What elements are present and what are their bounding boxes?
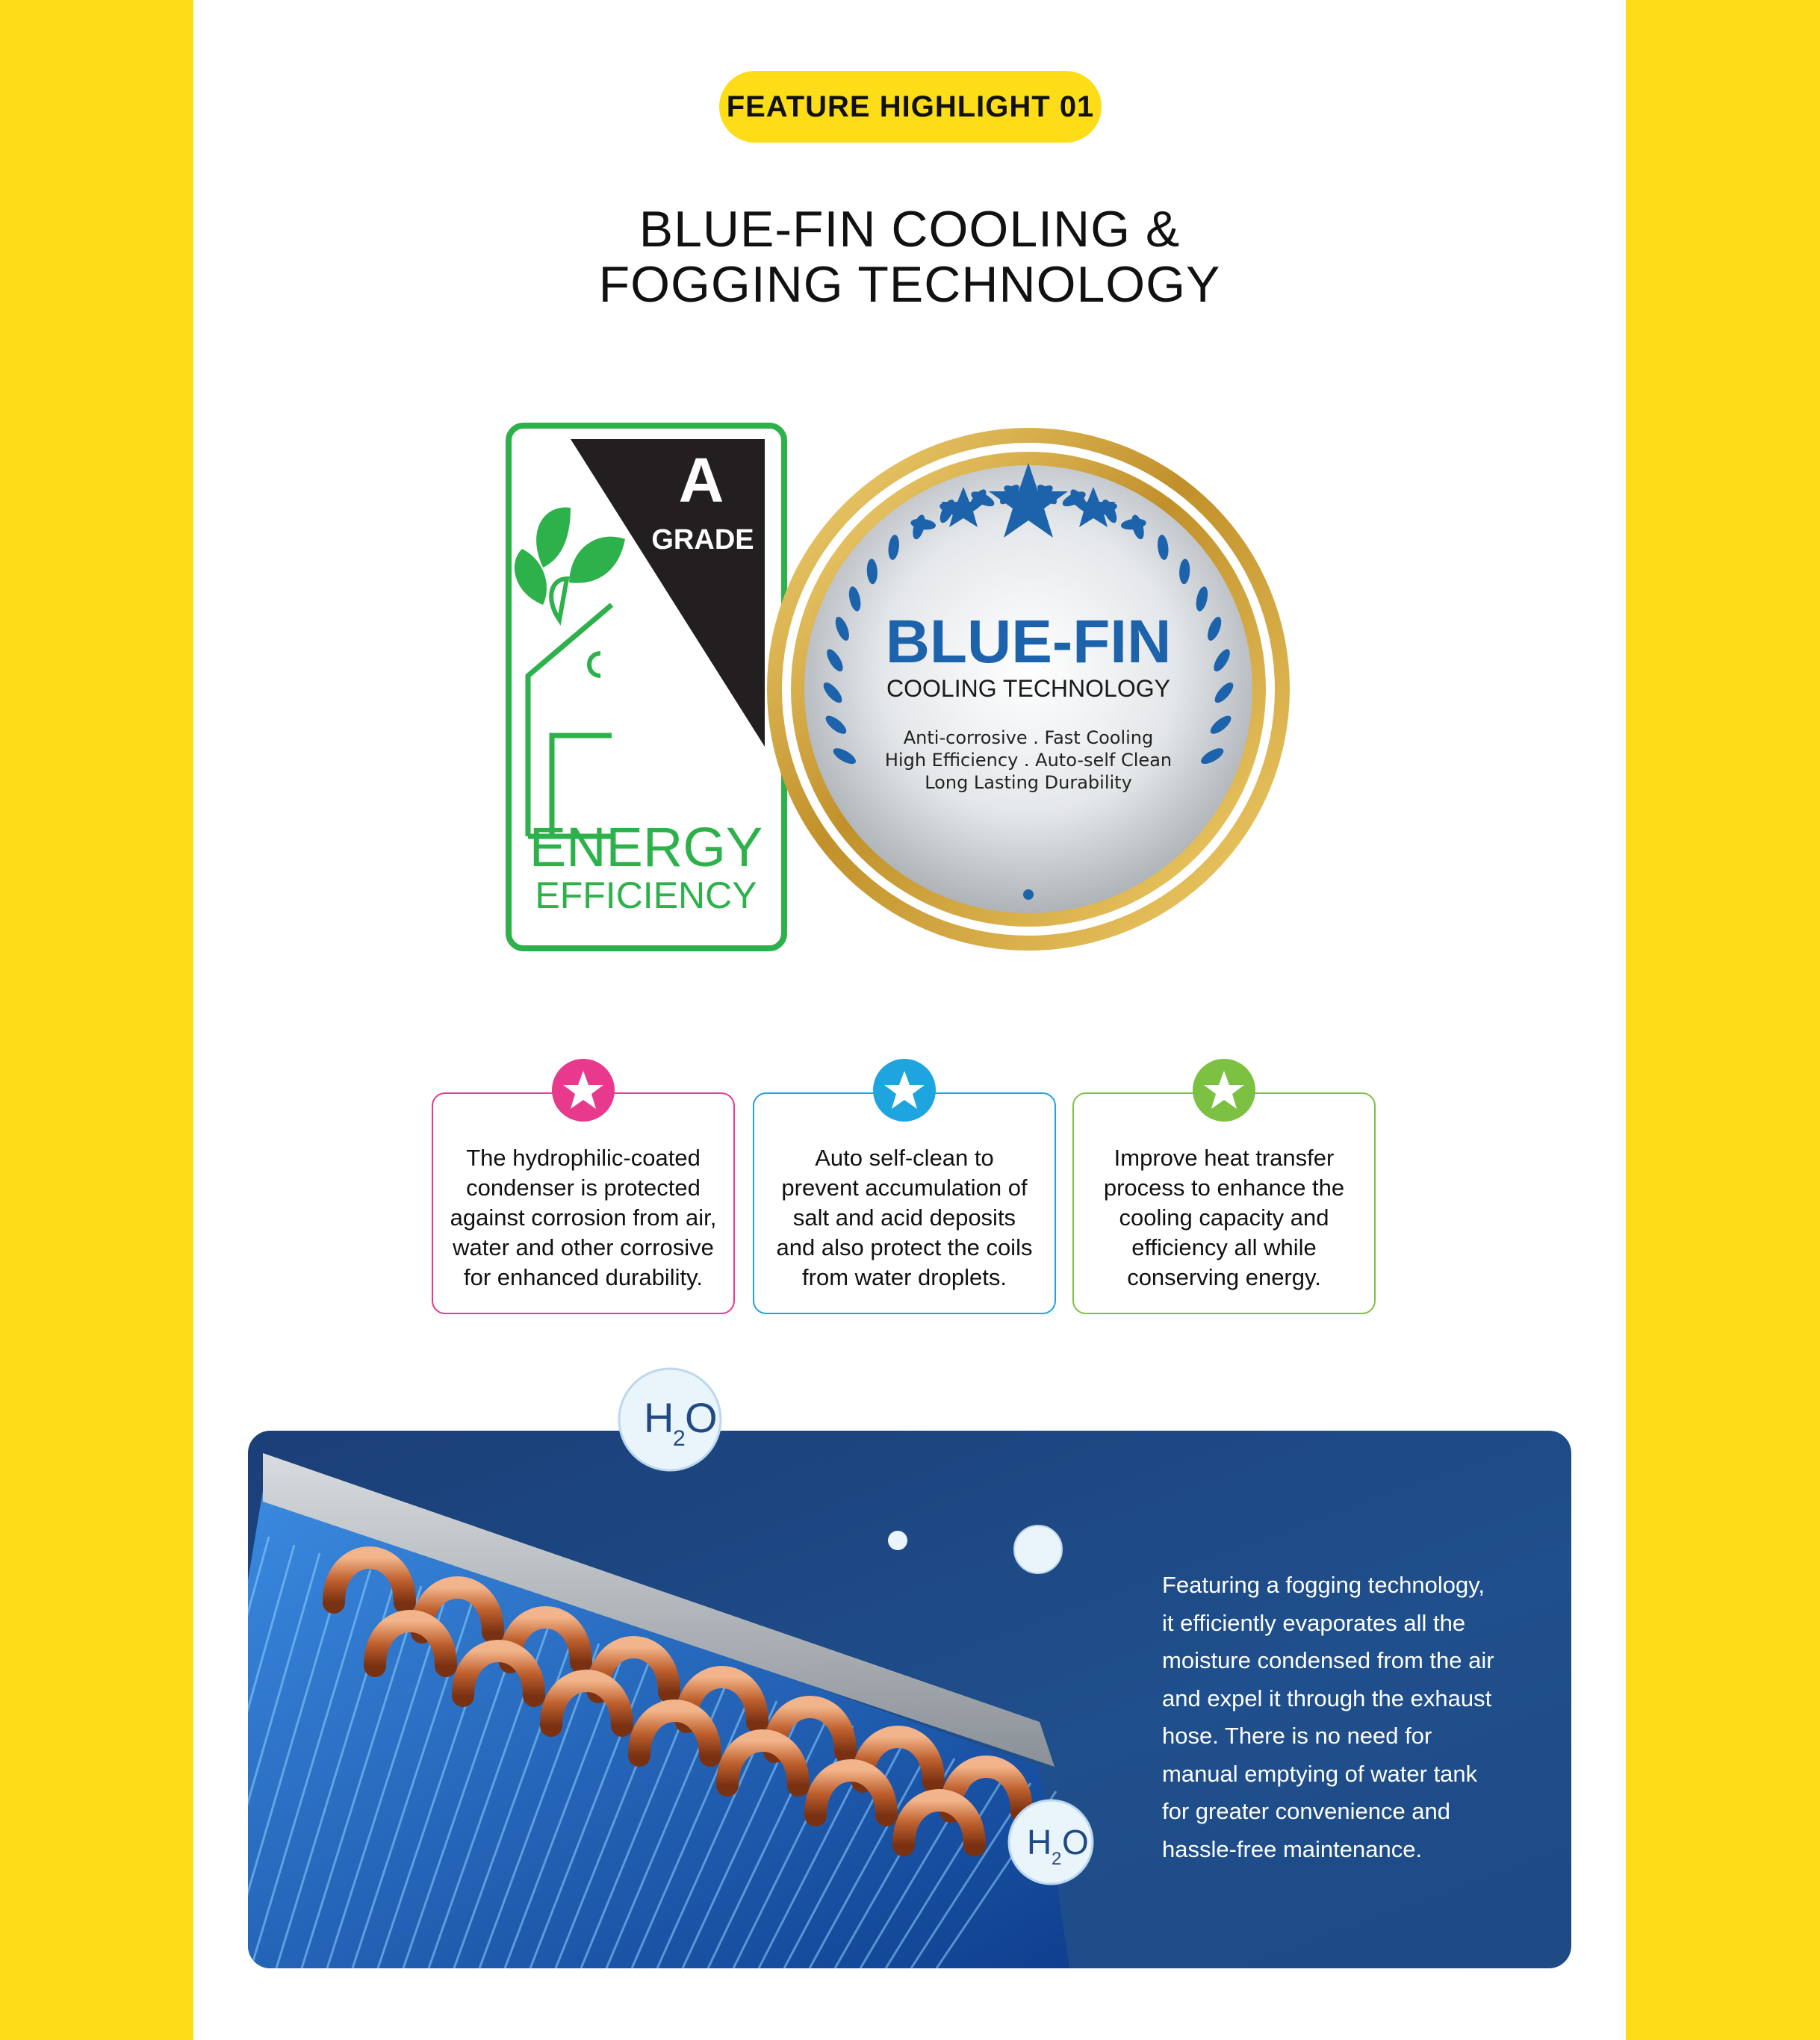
energy-word: ENERGY [529,816,763,878]
title-line-2: FOGGING TECHNOLOGY [598,256,1221,313]
star-icon [1193,1059,1255,1122]
title-line-1: BLUE-FIN COOLING & [639,201,1181,258]
svg-text:H: H [1027,1823,1052,1862]
seal-title: BLUE-FIN [885,608,1172,676]
seal-subtitle: COOLING TECHNOLOGY [886,675,1170,702]
efficiency-word: EFFICIENCY [535,874,757,916]
seal-line-2: High Efficiency . Auto-self Clean [884,750,1173,771]
page [193,0,1626,2040]
water-droplet-icon [1012,1523,1064,1579]
star-icon [873,1059,936,1122]
card-text: The hydrophilic-coated condenser is protected against corrosion from air, water and other corrosive for enhanced durability. [450,1145,717,1290]
h2o-bubble-icon [1004,1796,1097,1892]
card-text: Improve heat transfer process to enhance the cooling capacity and efficiency all while conserving energy. [1103,1145,1345,1290]
feature-card-corrosion [432,1092,735,1314]
grade-word: GRADE [651,524,754,556]
page-title [193,202,1626,312]
feature-card-self-clean [753,1092,1056,1314]
blue-fin-seal [767,428,1290,951]
feature-card-heat-transfer [1072,1092,1376,1314]
star-icon [552,1059,615,1122]
svg-text:2: 2 [673,1426,686,1451]
seal-line-3: Long Lasting Durability [925,772,1132,793]
svg-text:H: H [644,1394,674,1441]
svg-text:O: O [685,1394,718,1441]
seal-line-1: Anti-corrosive . Fast Cooling [903,727,1154,748]
grade-letter: A [678,445,724,515]
fogging-description: Featuring a fogging technology, it efficiently evaporates all the moisture condensed from the air and expel it through the exhaust hose. There is no need for manual emptying of water tank for greater convenience and hassle-free maintenance. [1162,1572,1494,1862]
water-droplet-icon [886,1529,909,1555]
feature-highlight-badge: FEATURE HIGHLIGHT 01 [719,71,1102,143]
svg-text:2: 2 [1052,1849,1062,1869]
badges-graphic [193,418,1626,971]
card-text: Auto self-clean to prevent accumulation of salt and acid deposits and also protect the coils from water droplets. [776,1145,1033,1290]
h2o-bubble-icon [614,1363,726,1479]
svg-text:O: O [1062,1823,1089,1862]
